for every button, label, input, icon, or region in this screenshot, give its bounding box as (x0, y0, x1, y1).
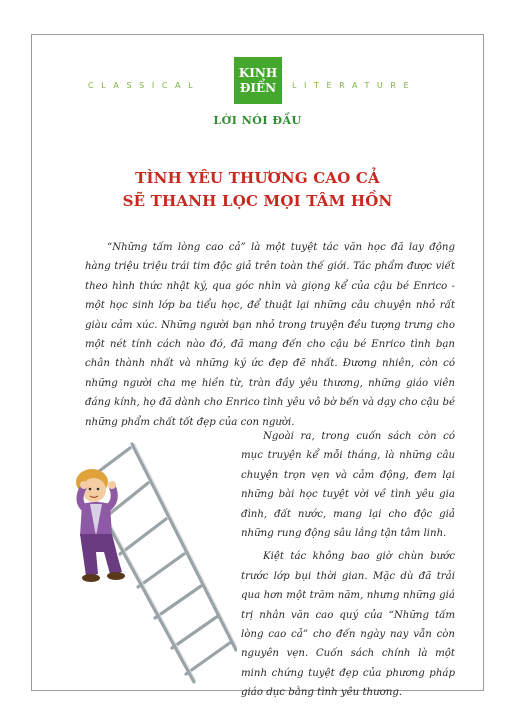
boy-on-ladder-illustration (62, 440, 237, 688)
series-label-right: LITERATURE (292, 81, 417, 90)
series-label-left: CLASSICAL (88, 81, 201, 90)
paragraph-1: “Những tấm lòng cao cả” là một tuyệt tác văn học đã lay động hàng triệu triệu trái tim độc giả trên toàn thế giới. Tác phẩm được viết theo hình thức nhật ký, qua góc nhìn và giọng kể của cậu bé Enrico - một học sinh lớp ba tiểu học, để thuật lại những câu chuyện nhỏ rất giàu cảm xúc. Những người bạn nhỏ trong truyện đều tượng trưng cho một nét tính cách nào đó, đã mang đến cho cậu bé Enrico tình bạn chân thành nhất và những ký ức đẹp đẽ nhất. Đương nhiên, còn có những người cha mẹ hiền từ, tràn đầy yêu thương, những giáo viên đáng kính, họ đã dành cho Enrico tình yêu vô bờ bến và dạy cho cậu bé những phẩm chất tốt đẹp của con người. (85, 242, 455, 428)
paragraph-3: Kiệt tác không bao giờ chùn bước trước lớp bụi thời gian. Mặc dù đã trải qua hơn một trăm năm, nhưng những giá trị nhân văn cao quý của “Những tấm lòng cao cả” cho đến ngày nay vẫn còn nguyên vẹn. Cuốn sách chính là một minh chứng tuyệt đẹp của phương pháp giáo dục bằng tình yêu thương. (241, 551, 455, 699)
section-heading: LỜI NÓI ĐẦU (213, 114, 302, 127)
boy-figure (76, 469, 125, 582)
logo-line-2: ĐIỂN (239, 80, 277, 95)
intro-paragraph (85, 238, 455, 432)
page-title (0, 167, 515, 213)
title-line-1: TÌNH YÊU THƯƠNG CAO CẢ (135, 169, 380, 187)
kinh-dien-logo (234, 57, 282, 104)
paragraph-2: Ngoài ra, trong cuốn sách còn có mục truyện kể mỗi tháng, là những câu chuyện trọn vẹn và cảm động, đem lại những bài học tuyệt vời về tình yêu gia đình, đất nước, mang lại cho độc giả những rung động sâu lắng tận tâm linh. (241, 431, 455, 540)
side-paragraphs (241, 427, 455, 703)
logo-line-1: KINH (238, 65, 278, 80)
title-line-2: SẼ THANH LỌC MỌI TÂM HỒN (122, 192, 393, 210)
